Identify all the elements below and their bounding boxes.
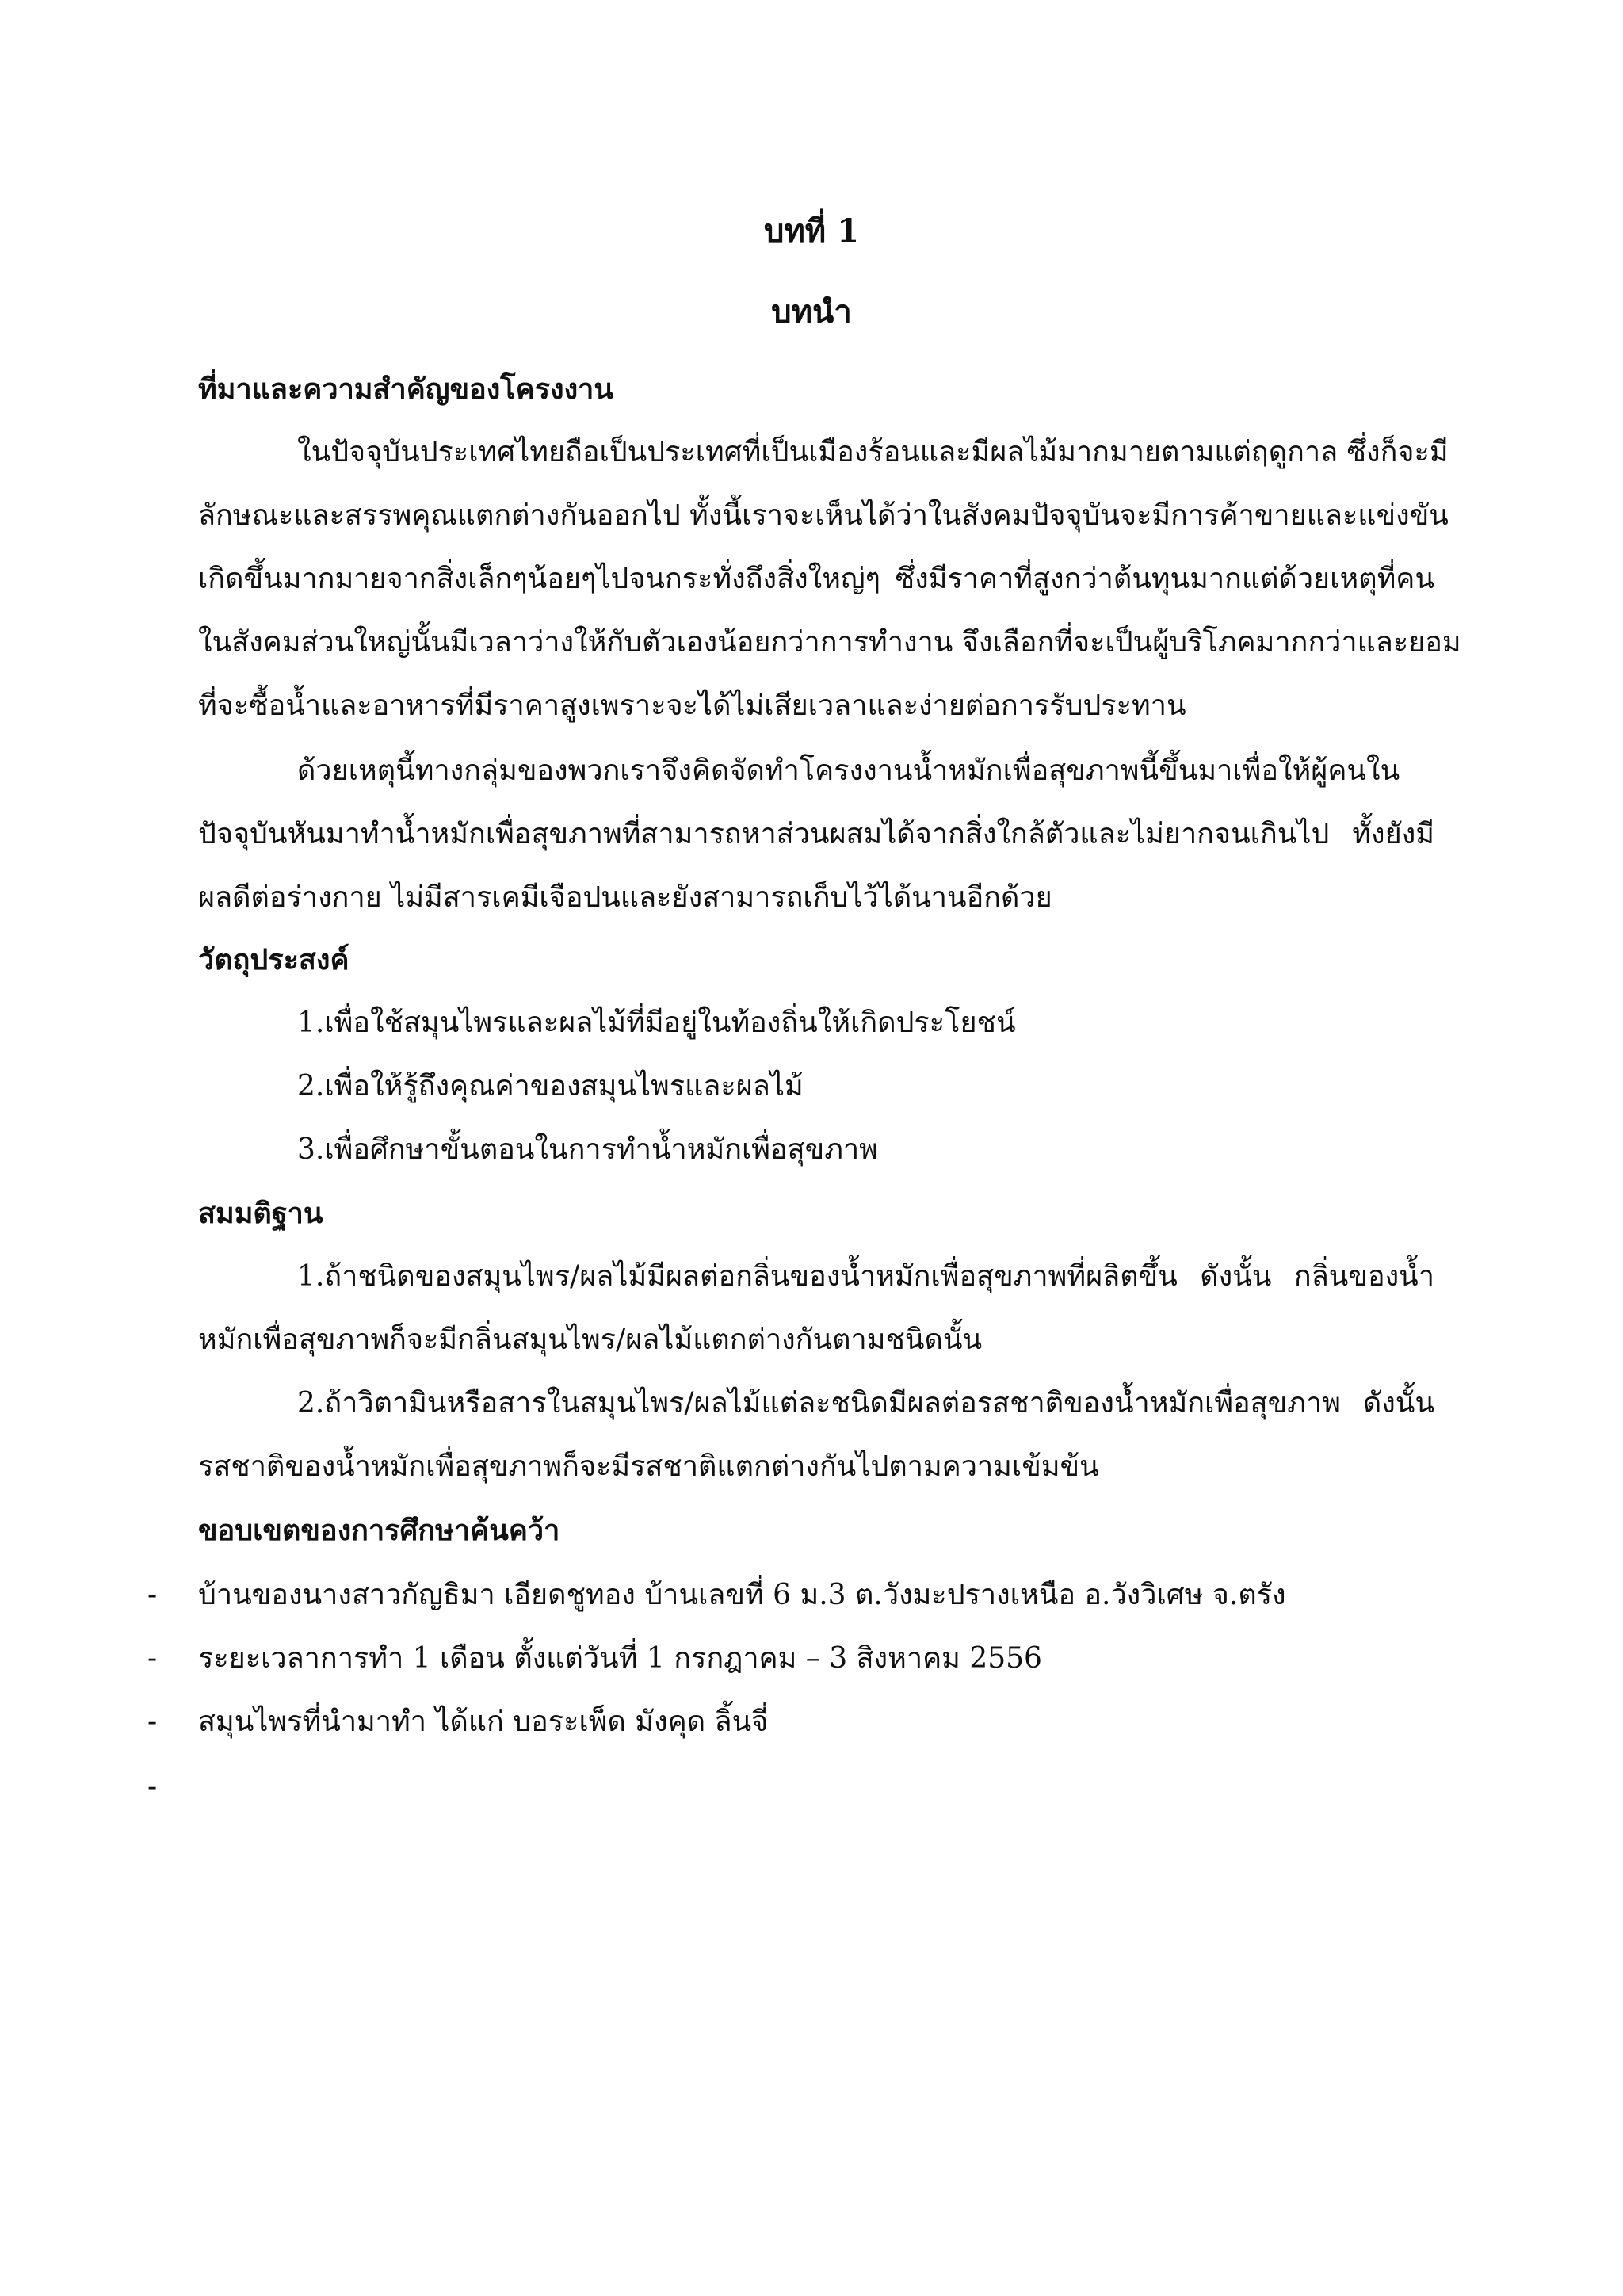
hypothesis-heading: สมมติฐาน <box>198 1197 323 1230</box>
chapter-title: บทนำ <box>771 293 852 330</box>
paragraph-line: ปัจจุบันหันมาทำน้ำหมักเพื่อสุขภาพที่สามารถหาส่วนผสมได้จากสิ่งใกล้ตัวและไม่ยากจนเกินไป ทั้งยังมี <box>198 818 1434 850</box>
hypothesis-line: 1.ถ้าชนิดของสมุนไพร/ผลไม้มีผลต่อกลิ่นของน้ำหมักเพื่อสุขภาพที่ผลิตขึ้น ดังนั้น กลิ่นของน้ำ <box>297 1260 1434 1293</box>
bullet-dash: - <box>147 1771 158 1803</box>
bullet-dash: - <box>147 1706 158 1738</box>
paragraph-line: ด้วยเหตุนี้ทางกลุ่มของพวกเราจึงคิดจัดทำโครงงานน้ำหมักเพื่อสุขภาพนี้ขึ้นมาเพื่อให้ผู้คนใน <box>297 755 1400 787</box>
hypothesis-line: 2.ถ้าวิตามินหรือสารในสมุนไพร/ผลไม้แต่ละชนิดมีผลต่อรสชาติของน้ำหมักเพื่อสุขภาพ ดังนั้น <box>297 1387 1434 1419</box>
scope-item: ระยะเวลาการทำ 1 เดือน ตั้งแต่วันที่ 1 กรกฎาคม – 3 สิงหาคม 2556 <box>198 1642 1042 1675</box>
objective-item: 1.เพื่อใช้สมุนไพรและผลไม้ที่มีอยู่ในท้องถิ่นให้เกิดประโยชน์ <box>297 1007 1016 1039</box>
paragraph-line: เกิดขึ้นมากมายจากสิ่งเล็กๆน้อยๆไปจนกระทั่งถึงสิ่งใหญ่ๆ ซึ่งมีราคาที่สูงกว่าต้นทุนมากแต่ด้วยเหตุที่คน <box>198 563 1434 595</box>
objective-item: 3.เพื่อศึกษาขั้นตอนในการทำน้ำหมักเพื่อสุขภาพ <box>297 1133 878 1166</box>
objective-item: 2.เพื่อให้รู้ถึงคุณค่าของสมุนไพรและผลไม้ <box>297 1070 804 1102</box>
hypothesis-line: หมักเพื่อสุขภาพก็จะมีกลิ่นสมุนไพร/ผลไม้แตกต่างกันตามชนิดนั้น <box>198 1324 983 1356</box>
paragraph-line: ผลดีต่อร่างกาย ไม่มีสารเคมีเจือปนและยังสามารถเก็บไว้ได้นานอีกด้วย <box>198 881 1052 914</box>
paragraph-line: ในปัจจุบันประเทศไทยถือเป็นประเทศที่เป็นเมืองร้อนและมีผลไม้มากมายตามแต่ฤดูกาล ซึ่งก็จะมี <box>297 436 1449 468</box>
paragraph-line: ที่จะซื้อน้ำและอาหารที่มีราคาสูงเพราะจะได้ไม่เสียเวลาและง่ายต่อการรับประทาน <box>198 690 1186 722</box>
paragraph-line: ลักษณะและสรรพคุณแตกต่างกันออกไป ทั้งนี้เราจะเห็นได้ว่าในสังคมปัจจุบันจะมีการค้าขายและแข่งขัน <box>198 499 1449 532</box>
paragraph-line: ในสังคมส่วนใหญ่นั้นมีเวลาว่างให้กับตัวเองน้อยกว่าการทำงาน จึงเลือกที่จะเป็นผู้บริโภคมากกว่าและยอม <box>198 626 1461 659</box>
scope-item: บ้านของนางสาวกัญธิมา เอียดชูทอง บ้านเลขที่ 6 ม.3 ต.วังมะปรางเหนือ อ.วังวิเศษ จ.ตรัง <box>198 1579 1286 1611</box>
objectives-heading: วัตถุประสงค์ <box>198 943 349 976</box>
background-heading: ที่มาและความสำคัญของโครงงาน <box>198 372 614 406</box>
scope-item: สมุนไพรที่นำมาทำ ได้แก่ บอระเพ็ด มังคุด ลิ้นจี่ <box>198 1706 769 1738</box>
scope-heading: ขอบเขตของการศึกษาค้นคว้า <box>198 1514 560 1547</box>
chapter-number: บทที่ 1 <box>764 212 859 250</box>
bullet-dash: - <box>147 1579 158 1611</box>
hypothesis-line: รสชาติของน้ำหมักเพื่อสุขภาพก็จะมีรสชาติแตกต่างกันไปตามความเข้มข้น <box>198 1450 1099 1483</box>
bullet-dash: - <box>147 1642 158 1675</box>
